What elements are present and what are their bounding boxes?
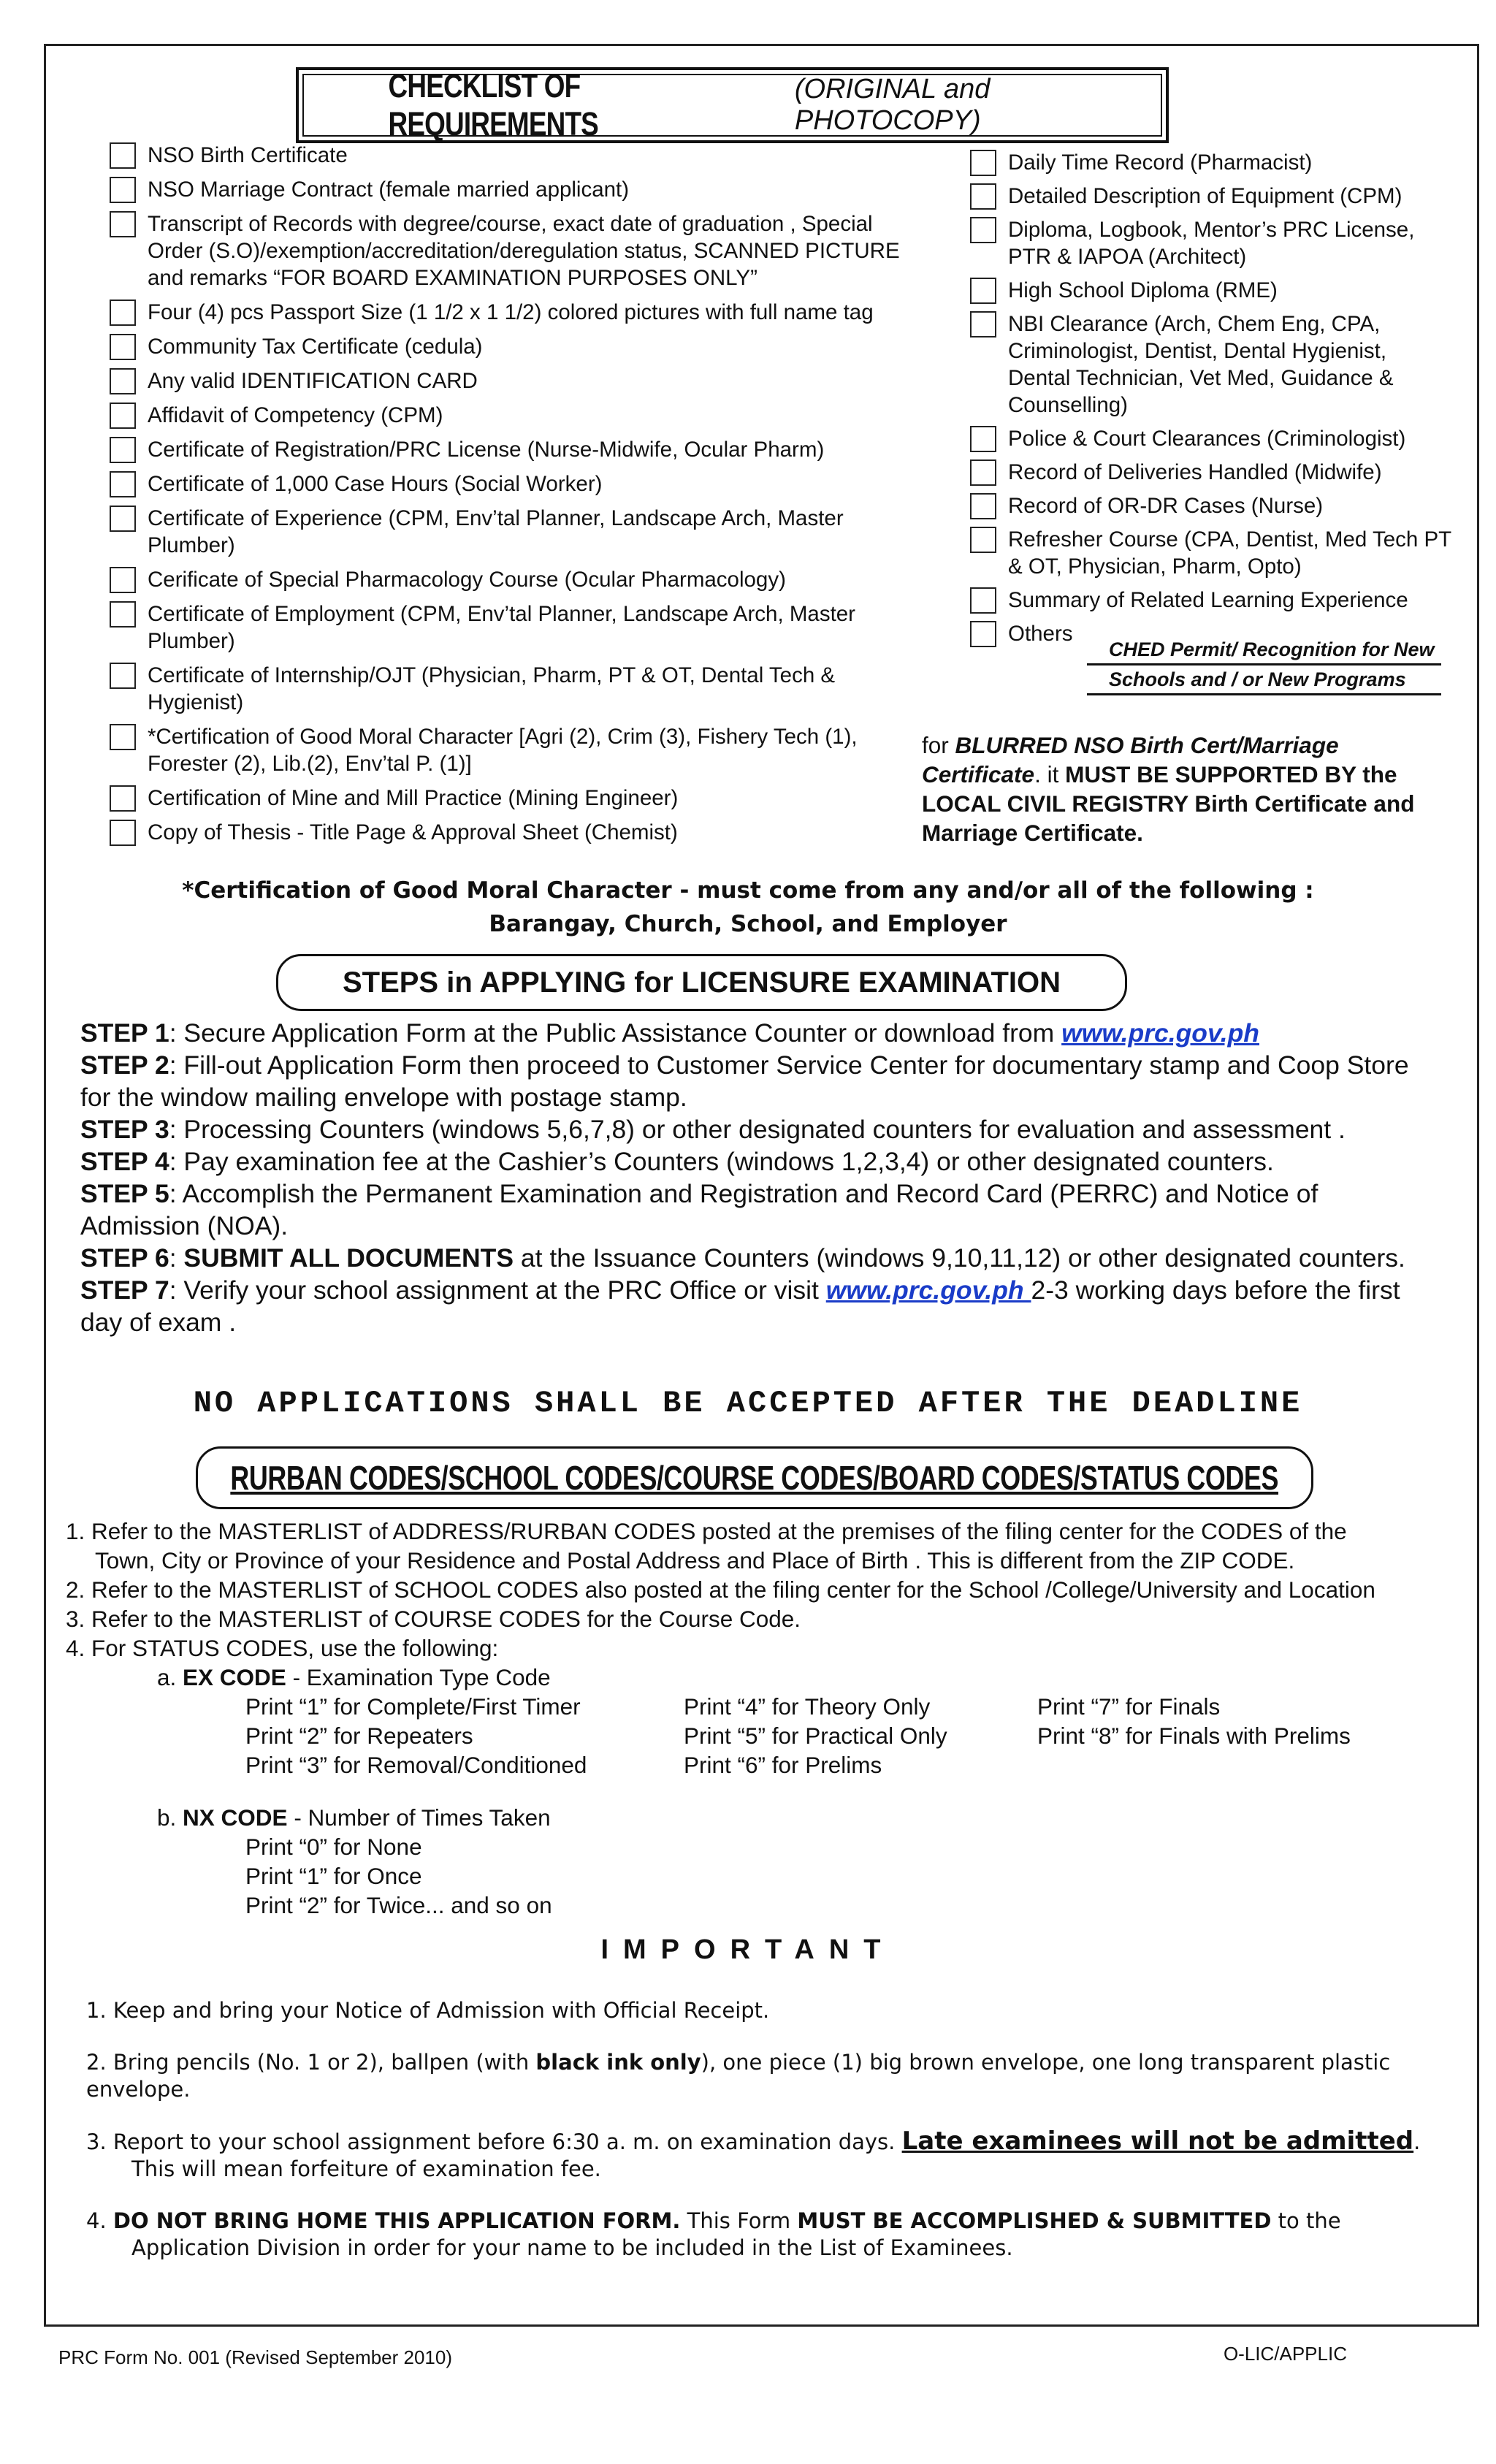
checkbox[interactable] [970, 426, 996, 452]
important-item-2: 2. Bring pencils (No. 1 or 2), ballpen (with black ink only), one piece (1) big brown envelope, one long transparent plastic envelope. [86, 2050, 1391, 2102]
checkbox[interactable] [970, 587, 996, 614]
good-moral-note: *Certification of Good Moral Character - must come from any and/or all of the following : Barangay, Church, School, and Employer [182, 877, 1314, 937]
ex-code-heading: a. EX CODE - Examination Type Code [157, 1664, 551, 1690]
blurred-certificate-note: for BLURRED NSO Birth Cert/Marriage Certificate. it MUST BE SUPPORTED BY the LOCAL CIVIL REGISTRY Birth Certificate and Marriage Certificate. [922, 732, 1415, 846]
step-7: STEP 7: Verify your school assignment at the PRC Office or visit www.prc.gov.ph 2-3 working days before the first day of exam . [80, 1275, 1400, 1337]
checkbox[interactable] [970, 183, 996, 210]
checkbox[interactable] [110, 663, 136, 689]
list-item: High School Diploma (RME) [970, 277, 1452, 304]
checkbox[interactable] [110, 567, 136, 593]
steps-list [80, 1017, 1439, 1338]
list-item: Certificate of Experience (CPM, Env’tal Planner, Landscape Arch, Master Plumber) [110, 505, 920, 559]
list-item: NBI Clearance (Arch, Chem Eng, CPA, Criminologist, Dentist, Dental Hygienist, Dental Technician, Vet Med, Guidance & Counselling) [970, 310, 1452, 419]
step-4: STEP 4: Pay examination fee at the Cashier’s Counters (windows 1,2,3,4) or other designated counters. [80, 1147, 1274, 1176]
checkbox[interactable] [970, 459, 996, 486]
list-item: NSO Marriage Contract (female married applicant) [110, 176, 920, 203]
list-item: *Certification of Good Moral Character [Agri (2), Crim (3), Fishery Tech (1), Forester (2), Lib.(2), Env’tal P. (1)] [110, 723, 920, 777]
checkbox[interactable] [970, 150, 996, 176]
checkbox[interactable] [110, 601, 136, 628]
nx-code-heading: b. NX CODE - Number of Times Taken [157, 1804, 551, 1831]
list-item: Certificate of Internship/OJT (Physician, Pharm, PT & OT, Dental Tech & Hygienist) [110, 662, 920, 716]
form-number: PRC Form No. 001 (Revised September 2010) [58, 2346, 453, 2368]
checkbox[interactable] [110, 211, 136, 237]
step-3: STEP 3: Processing Counters (windows 5,6,7,8) or other designated counters for evaluation and assessment . [80, 1115, 1346, 1144]
list-item: Detailed Description of Equipment (CPM) [970, 183, 1452, 210]
checkbox[interactable] [110, 368, 136, 394]
codes-heading: RURBAN CODES/SCHOOL CODES/COURSE CODES/BOARD CODES/STATUS CODES [196, 1446, 1313, 1509]
list-item: Any valid IDENTIFICATION CARD [110, 367, 920, 394]
important-item-4: 4. DO NOT BRING HOME THIS APPLICATION FORM. This Form MUST BE ACCOMPLISHED & SUBMITTED to the Application Division in order for your name to be included in the List of Examinees. [86, 2208, 1341, 2260]
others-note [1087, 636, 1441, 695]
checkbox[interactable] [110, 820, 136, 846]
list-item: Daily Time Record (Pharmacist) [970, 149, 1452, 176]
checkbox[interactable] [970, 621, 996, 647]
checkbox[interactable] [110, 300, 136, 326]
others-note-line1: CHED Permit/ Recognition for New [1087, 636, 1441, 665]
step-2: STEP 2: Fill-out Application Form then proceed to Customer Service Center for documentary stamp and Coop Store for the window mailing envelope with postage stamp. [80, 1050, 1409, 1112]
checklist-right [970, 149, 1452, 654]
list-item: Certification of Mine and Mill Practice (Mining Engineer) [110, 785, 920, 812]
list-item-others: Others [970, 620, 1452, 647]
checkbox[interactable] [110, 403, 136, 429]
list-item: Diploma, Logbook, Mentor’s PRC License, PTR & IAPOA (Architect) [970, 216, 1452, 270]
checkbox[interactable] [110, 785, 136, 812]
list-item: Record of OR-DR Cases (Nurse) [970, 492, 1452, 519]
others-note-line2: Schools and / or New Programs [1087, 665, 1441, 695]
step-5: STEP 5: Accomplish the Permanent Examination and Registration and Record Card (PERRC) and Notice of Admission (NOA). [80, 1179, 1318, 1240]
checkbox[interactable] [110, 437, 136, 463]
checklist-title: CHECKLIST OF REQUIREMENTS [388, 67, 598, 142]
important-heading: IMPORTANT [600, 1934, 896, 1965]
important-list [86, 1997, 1445, 2286]
list-item: Police & Court Clearances (Criminologist) [970, 425, 1452, 452]
checkbox[interactable] [110, 177, 136, 203]
step-1: STEP 1: Secure Application Form at the Public Assistance Counter or download from www.prc.gov.ph [80, 1018, 1259, 1048]
list-item: NSO Birth Certificate [110, 142, 920, 169]
list-item: Refresher Course (CPA, Dentist, Med Tech PT & OT, Physician, Pharm, Opto) [970, 526, 1452, 580]
checkbox[interactable] [970, 278, 996, 304]
list-item: Community Tax Certificate (cedula) [110, 333, 920, 360]
checkbox[interactable] [970, 311, 996, 337]
checkbox[interactable] [110, 142, 136, 169]
checkbox[interactable] [110, 471, 136, 497]
list-item: Record of Deliveries Handled (Midwife) [970, 459, 1452, 486]
codes-section: 1. Refer to the MASTERLIST of ADDRESS/RURBAN CODES posted at the premises of the filing center for the CODES of the Town, City or Province of your Residence and Postal Address and Place of Birth . This is different from the ZIP CODE. 2. Refer to the MASTERLIST of SCHOOL CODES also posted at the filing center for the School /College/University and Location 3. Refer to the MASTERLIST of COURSE CODES for the Course Code. 4. For STATUS CODES, use the following: a. EX CODE - Examination Type Code Print “1” for Complete/First Timer Print “4” for Theory Only Print “7” for Finals Print “2” for Repeaters Print “5” for Practical Only Print “8” for Finals with Prelims Print “3” for Removal/Conditioned Print “6” for Prelims b. NX CODE - Number of Times Taken Print “0” for None Print “1” for Once Print “2” for Twice... and so on [66, 1517, 1487, 1920]
checklist-header [296, 67, 1169, 143]
important-item-1: 1. Keep and bring your Notice of Admission with Official Receipt. [86, 1998, 770, 2023]
list-item: Cerificate of Special Pharmacology Course (Ocular Pharmacology) [110, 566, 920, 593]
checkbox[interactable] [110, 724, 136, 750]
important-item-3: 3. Report to your school assignment before 6:30 a. m. on examination days. Late examinees will not be admitted. This will mean forfeiture of examination fee. [86, 2127, 1421, 2181]
list-item: Four (4) pcs Passport Size (1 1/2 x 1 1/2) colored pictures with full name tag [110, 299, 920, 326]
list-item: Certificate of Employment (CPM, Env’tal Planner, Landscape Arch, Master Plumber) [110, 600, 920, 655]
prc-website-link[interactable]: www.prc.gov.ph [825, 1275, 1031, 1305]
ex-code-options: Print “1” for Complete/First Timer Print “4” for Theory Only Print “7” for Finals Print “2” for Repeaters Print “5” for Practical Only Print “8” for Finals with Prelims Print “3” for Removal/Conditioned Print “6” for Prelims [245, 1693, 1351, 1778]
list-item: Certificate of Registration/PRC License (Nurse-Midwife, Ocular Pharm) [110, 436, 920, 463]
list-item: Certificate of 1,000 Case Hours (Social Worker) [110, 470, 920, 497]
checklist-subtitle: (ORIGINAL and PHOTOCOPY) [794, 74, 991, 136]
list-item: Summary of Related Learning Experience [970, 587, 1452, 614]
list-item: Transcript of Records with degree/course, exact date of graduation , Special Order (S.O)/exemption/accreditation/deregulation status, SCANNED PICTURE and remarks “FOR BOARD EXAMINATION PURPOSES ONLY” [110, 210, 920, 291]
checkbox[interactable] [970, 217, 996, 243]
checkbox[interactable] [110, 334, 136, 360]
checkbox[interactable] [970, 493, 996, 519]
prc-website-link[interactable]: www.prc.gov.ph [1061, 1018, 1259, 1048]
form-code: O-LIC/APPLIC [1223, 2343, 1347, 2365]
checkbox[interactable] [970, 527, 996, 553]
deadline-notice: NO APPLICATIONS SHALL BE ACCEPTED AFTER THE DEADLINE [193, 1386, 1303, 1421]
steps-heading: STEPS in APPLYING for LICENSURE EXAMINATION [276, 954, 1127, 1011]
step-6: STEP 6: SUBMIT ALL DOCUMENTS at the Issuance Counters (windows 9,10,11,12) or other designated counters. [80, 1243, 1405, 1273]
list-item: Affidavit of Competency (CPM) [110, 402, 920, 429]
checkbox[interactable] [110, 506, 136, 532]
list-item: Copy of Thesis - Title Page & Approval Sheet (Chemist) [110, 819, 920, 846]
checklist-left [110, 142, 920, 853]
